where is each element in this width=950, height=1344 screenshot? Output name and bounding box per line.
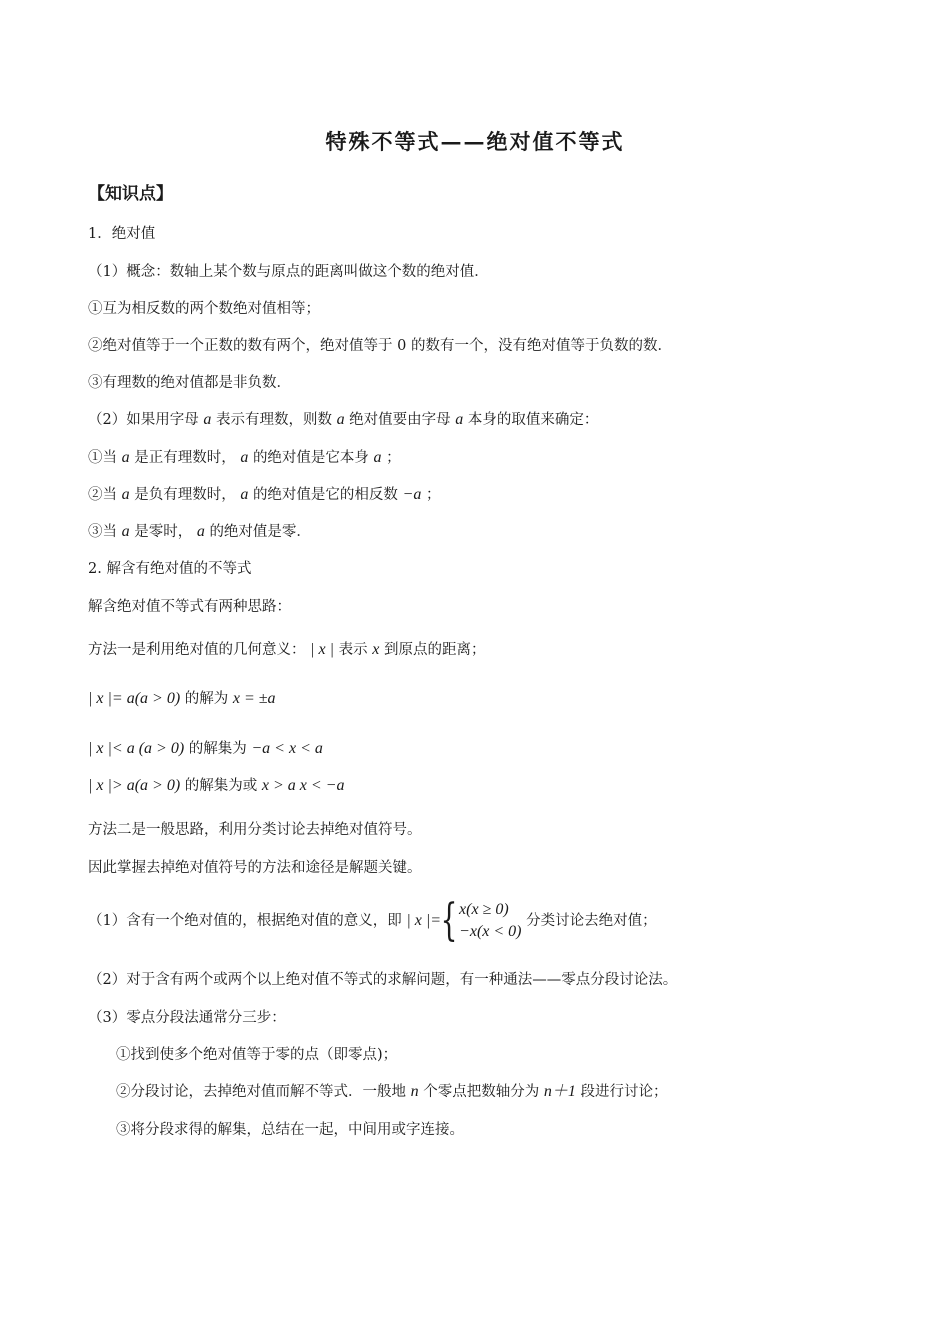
- text: （2）如果用字母: [88, 412, 199, 428]
- math-var: a: [121, 486, 130, 503]
- math-var: a: [336, 411, 345, 428]
- math-expression: −a: [402, 486, 422, 503]
- math-expression: n＋1: [543, 1083, 576, 1100]
- math-var: n: [410, 1083, 419, 1100]
- text: ③当: [88, 524, 117, 540]
- math-var: a: [196, 523, 205, 540]
- text: 的解集为或: [184, 778, 258, 794]
- text: 绝对值要由字母: [349, 412, 451, 428]
- text: 个零点把数轴分为: [423, 1084, 540, 1100]
- text: 段进行讨论；: [580, 1084, 668, 1100]
- math-expression: | x |=: [406, 912, 442, 929]
- paragraph: ①互为相反数的两个数绝对值相等；: [88, 301, 320, 317]
- paragraph: [88, 448, 401, 468]
- math-var: a: [121, 523, 130, 540]
- text: 分类讨论去绝对值；: [526, 913, 657, 929]
- math-var: x: [372, 641, 380, 658]
- text: ；: [386, 450, 401, 466]
- text: （1）含有一个绝对值的，根据绝对值的意义，即: [88, 913, 402, 929]
- text: ①当: [88, 450, 117, 466]
- formula-line: [88, 689, 276, 709]
- text: 方法一是利用绝对值的几何意义：: [88, 642, 306, 658]
- paragraph: 解含绝对值不等式有两种思路：: [88, 599, 291, 615]
- paragraph: [88, 640, 485, 660]
- text: ②当: [88, 487, 117, 503]
- math-expression: | x |= a(a > 0): [88, 690, 181, 707]
- text: 的绝对值是它本身: [252, 450, 369, 466]
- math-expression: | x |: [310, 641, 335, 658]
- text: 表示: [338, 642, 368, 658]
- text: 的解为: [184, 691, 229, 707]
- paragraph: （3）零点分段法通常分三步：: [88, 1010, 286, 1026]
- math-expression: x = ±a: [232, 690, 276, 707]
- text: 的绝对值是它的相反数: [252, 487, 398, 503]
- math-var: a: [373, 449, 382, 466]
- math-expression: −a < x < a: [251, 740, 323, 757]
- text: 是正有理数时，: [134, 450, 236, 466]
- text: 表示有理数，则数: [215, 412, 332, 428]
- paragraph: ①找到使多个绝对值等于零的点（即零点)；: [116, 1047, 398, 1063]
- paragraph: [88, 522, 311, 542]
- paragraph: （2）对于含有两个或两个以上绝对值不等式的求解问题，有一种通法——零点分段讨论法。: [88, 972, 678, 988]
- piecewise-function: [440, 895, 522, 946]
- math-var: a: [121, 449, 130, 466]
- paragraph: [88, 410, 598, 430]
- page-title: 特殊不等式——绝对值不等式: [325, 129, 625, 154]
- math-var: a: [203, 411, 212, 428]
- text: 到原点的距离；: [383, 642, 486, 658]
- item-heading: 2. 解含有绝对值的不等式: [88, 561, 252, 577]
- paragraph: [88, 895, 657, 946]
- text: ②分段讨论，去掉绝对值而解不等式．一般地: [116, 1084, 406, 1100]
- case-negative: −x(x < 0): [459, 923, 522, 940]
- text: 的绝对值是零．: [209, 524, 311, 540]
- left-brace: {: [440, 895, 458, 946]
- item-heading: 1．绝对值: [88, 226, 156, 242]
- paragraph: ③有理数的绝对值都是非负数．: [88, 375, 291, 391]
- math-var: a: [455, 411, 464, 428]
- math-var: a: [240, 449, 249, 466]
- text: 本身的取值来确定：: [467, 412, 599, 428]
- formula-line: [88, 776, 344, 796]
- math-expression: | x |< a (a > 0): [88, 740, 185, 757]
- math-var: a: [240, 486, 249, 503]
- text: 的解集为: [188, 741, 247, 757]
- formula-line: [88, 739, 323, 759]
- math-expression: | x |> a(a > 0): [88, 777, 181, 794]
- paragraph: 因此掌握去掉绝对值符号的方法和途径是解题关键。: [88, 860, 422, 876]
- paragraph: ③将分段求得的解集，总结在一起，中间用或字连接。: [116, 1122, 464, 1138]
- section-heading: 【知识点】: [88, 184, 173, 204]
- paragraph: [116, 1082, 667, 1102]
- paragraph: 方法二是一般思路，利用分类讨论去掉绝对值符号。: [88, 822, 422, 838]
- case-positive: x(x ≥ 0): [459, 901, 509, 918]
- text: 是负有理数时，: [134, 487, 236, 503]
- text: ；: [425, 487, 441, 503]
- math-expression: x > a x < −a: [261, 777, 345, 794]
- paragraph: （1）概念：数轴上某个数与原点的距离叫做这个数的绝对值．: [88, 264, 489, 280]
- paragraph: [88, 485, 440, 505]
- paragraph: ②绝对值等于一个正数的数有两个，绝对值等于 0 的数有一个，没有绝对值等于负数的数．: [88, 338, 672, 354]
- piecewise-cases: [459, 899, 521, 943]
- text: 是零时，: [134, 524, 193, 540]
